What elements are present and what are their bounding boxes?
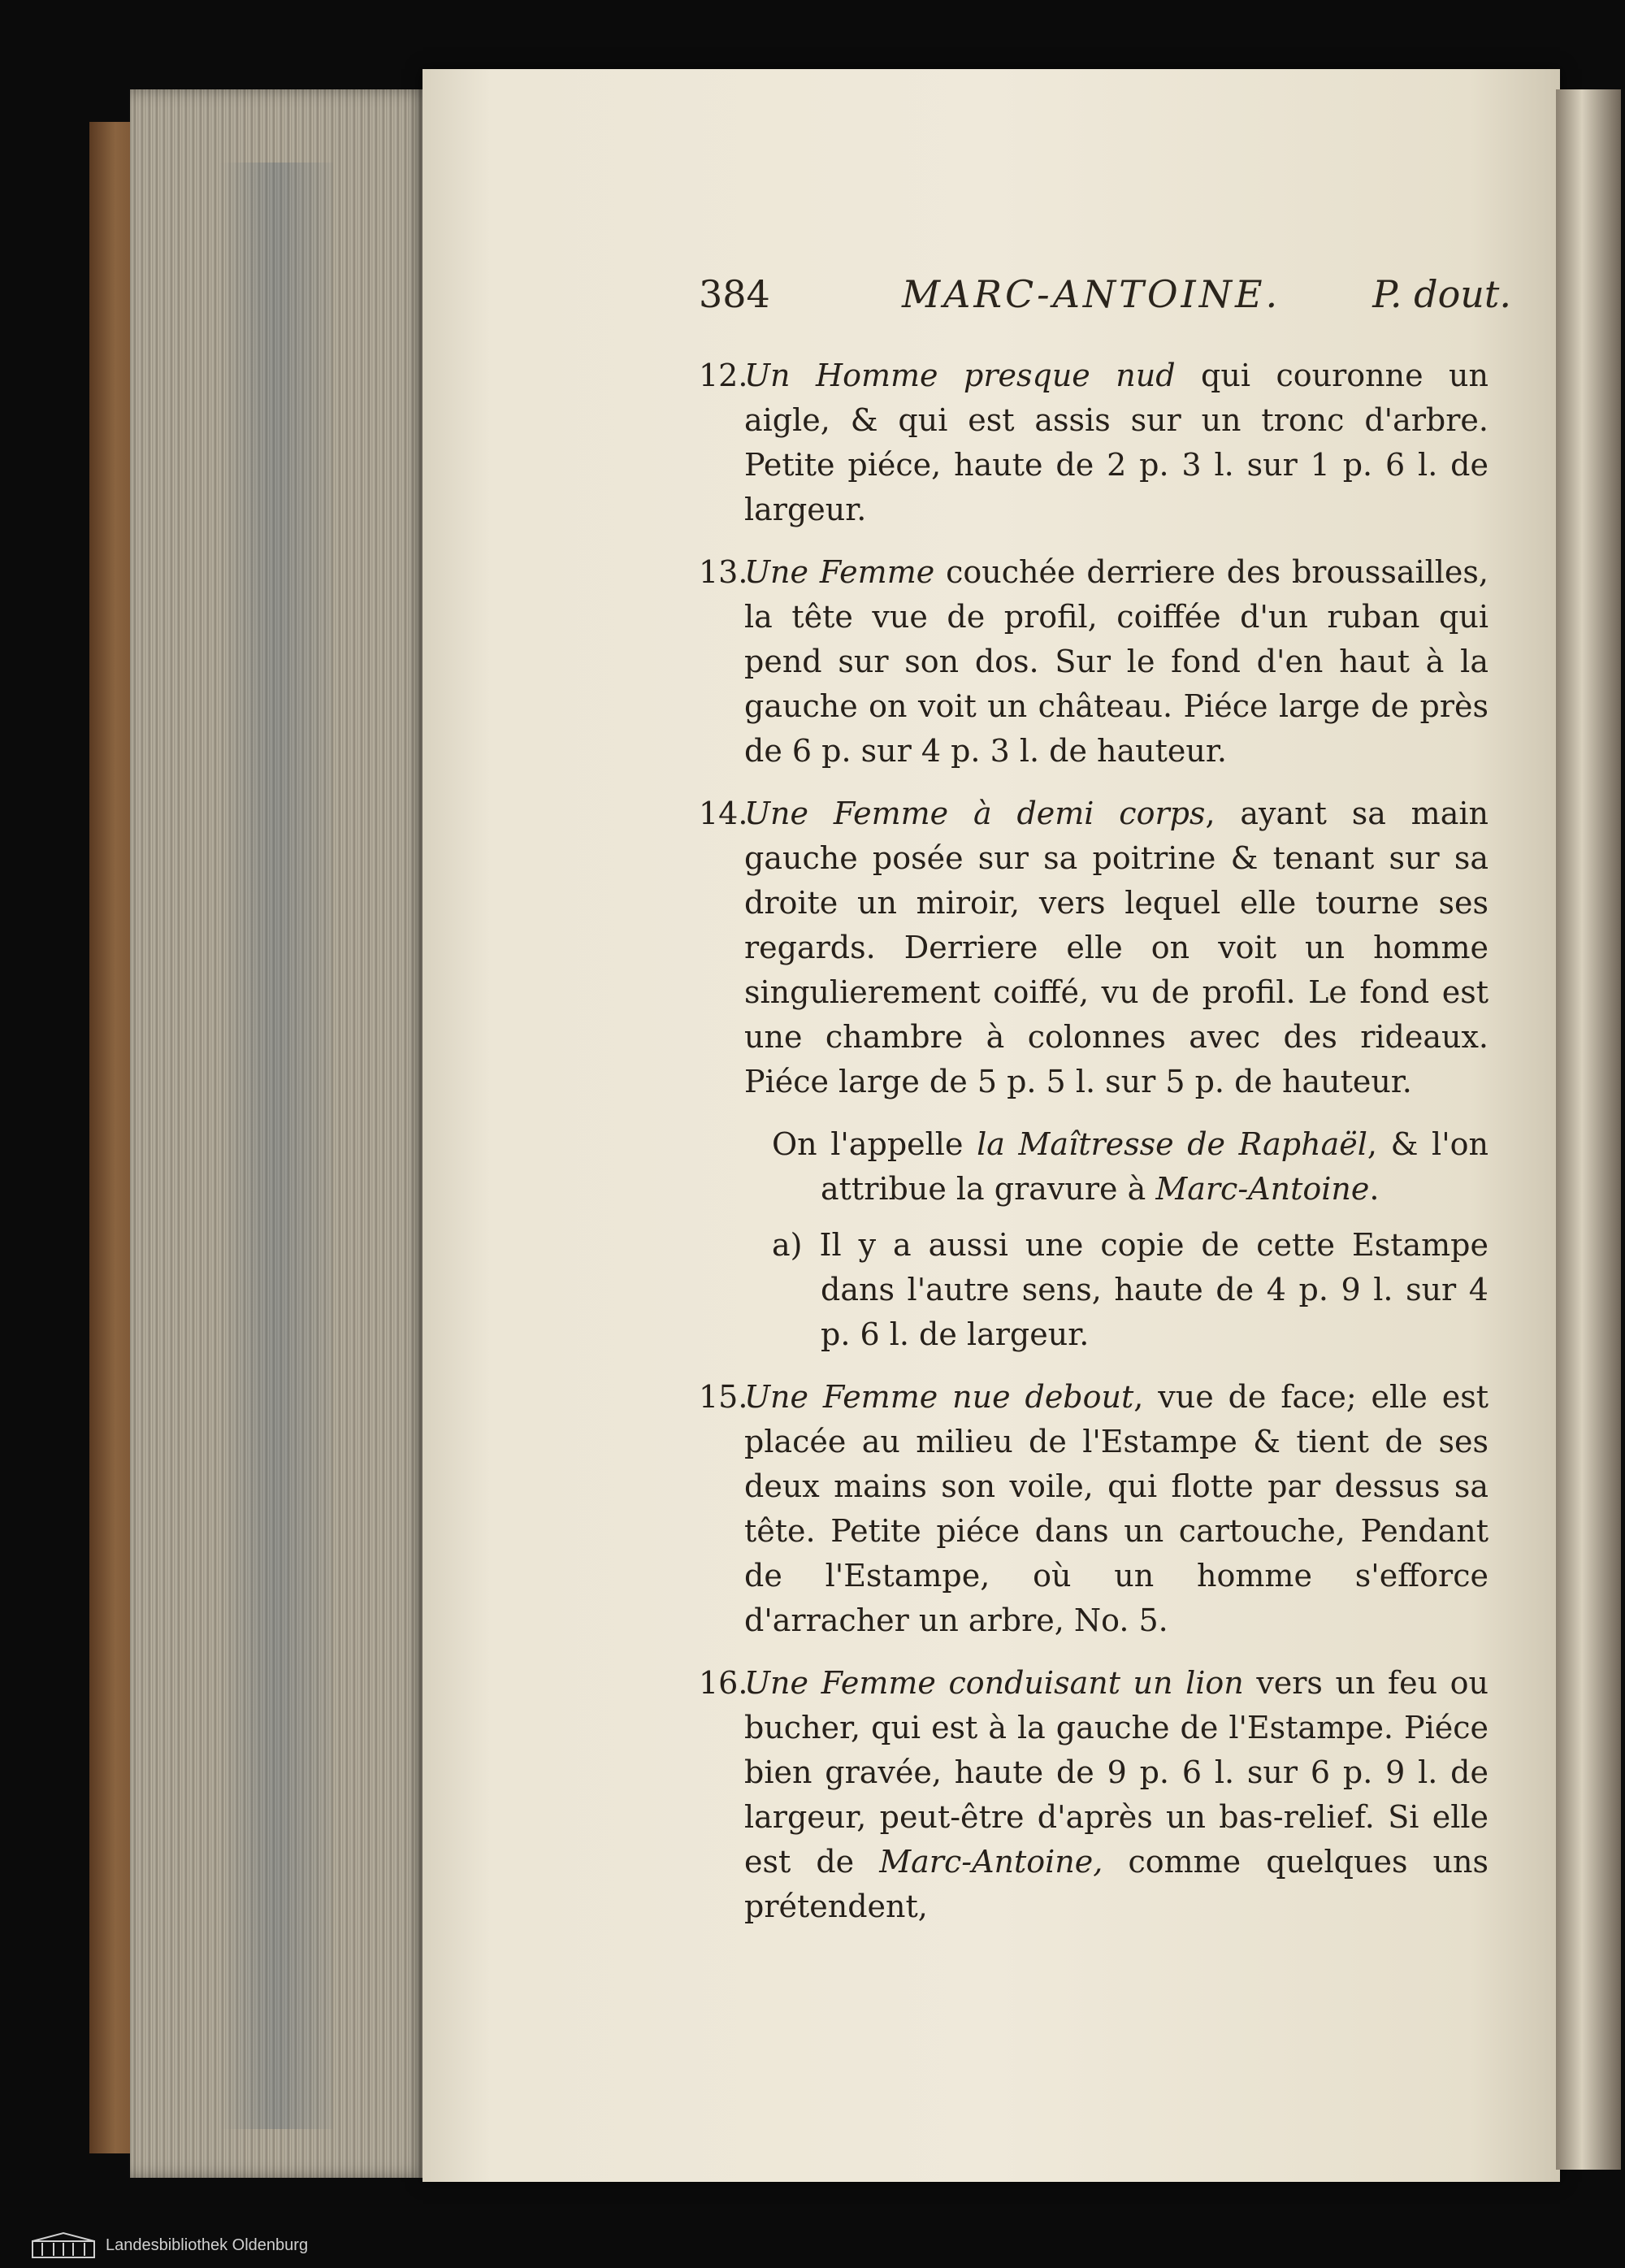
library-label: Landesbibliothek Oldenburg [106, 2236, 309, 2254]
entry-text: couchée derriere des broussailles, la tête vue de profil, coiffée d'un ruban qui pend sur son dos. Sur le fond d'en haut à la gauche on voit un château. Piéce large de près de 6 p. sur 4 p. 3 l. de hauteur. [744, 554, 1488, 769]
entry-14-subnote [699, 1223, 1488, 1357]
page-number: 384 [699, 272, 770, 316]
note-italic: la Maîtresse de Raphaël [977, 1126, 1367, 1162]
entry-14-note [699, 1122, 1488, 1212]
entry-text: vers un feu ou bucher, qui est à la gauche de l'Estampe. Piéce bien gravée, haute de 9 p. 6 l. sur 6 p. 9 l. de largeur, peut-être d'après un bas-relief. Si elle est de [744, 1665, 1488, 1880]
entry-14 [699, 791, 1488, 1104]
note-text: , & l'on attribue la gravure à [821, 1126, 1488, 1207]
running-title: MARC-ANTOINE. [902, 272, 1281, 316]
footer-bar [0, 2225, 1625, 2268]
subnote-label: a) [772, 1227, 803, 1263]
section-abbrev: P. dout. [1372, 272, 1511, 316]
entry-12 [699, 353, 1488, 532]
entry-13 [699, 550, 1488, 774]
entry-italic: Marc-Antoine, [879, 1844, 1103, 1880]
entry-text: , vue de face; elle est placée au milieu de l'Estampe & tient de ses deux mains son voile, qui flotte par dessus sa tête. Petite piéce dans un cartouche, Pendant de l'Estampe, où un homme s'efforce d'arracher un arbre, No. 5. [744, 1379, 1488, 1638]
entry-16 [699, 1661, 1488, 1929]
facing-page-edge [1556, 89, 1621, 2170]
entry-number: 16. [699, 1665, 748, 1701]
note-text: . [1369, 1171, 1380, 1207]
page-body [699, 353, 1488, 1947]
entry-title: Une Femme nue debout [744, 1379, 1134, 1415]
entry-title: Une Femme conduisant un lion [744, 1665, 1244, 1701]
entry-title: Une Femme à demi corps [744, 796, 1206, 831]
page-block-tint [219, 163, 333, 2129]
subnote-text: Il y a aussi une copie de cette Estampe dans l'autre sens, haute de 4 p. 9 l. sur 4 p. 6 l. de largeur. [802, 1227, 1488, 1352]
entry-number: 15. [699, 1379, 748, 1415]
note-text: On l'appelle [772, 1126, 977, 1162]
entry-title: Un Homme presque nud [744, 358, 1176, 393]
entry-title: Une Femme [744, 554, 935, 590]
entry-number: 14. [699, 796, 748, 831]
entry-text: qui couronne un aigle, & qui est assis sur un tronc d'arbre. Petite piéce, haute de 2 p. 3 l. sur 1 p. 6 l. de largeur. [744, 358, 1488, 527]
note-italic: Marc-Antoine [1155, 1171, 1370, 1207]
entry-number: 12. [699, 358, 748, 393]
entry-text: comme quelques uns prétendent, [744, 1844, 1488, 1924]
entry-15 [699, 1375, 1488, 1643]
entry-text: , ayant sa main gauche posée sur sa poitrine & tenant sur sa droite un miroir, vers lequel elle tourne ses regards. Derriere elle on voit un homme singulierement coiffé, vu de profil. Le fond est une chambre à colonnes avec des rideaux. Piéce large de 5 p. 5 l. sur 5 p. de hauteur. [744, 796, 1488, 1099]
running-head [699, 272, 1511, 321]
library-building-icon [31, 2231, 96, 2259]
entry-number: 13. [699, 554, 748, 590]
